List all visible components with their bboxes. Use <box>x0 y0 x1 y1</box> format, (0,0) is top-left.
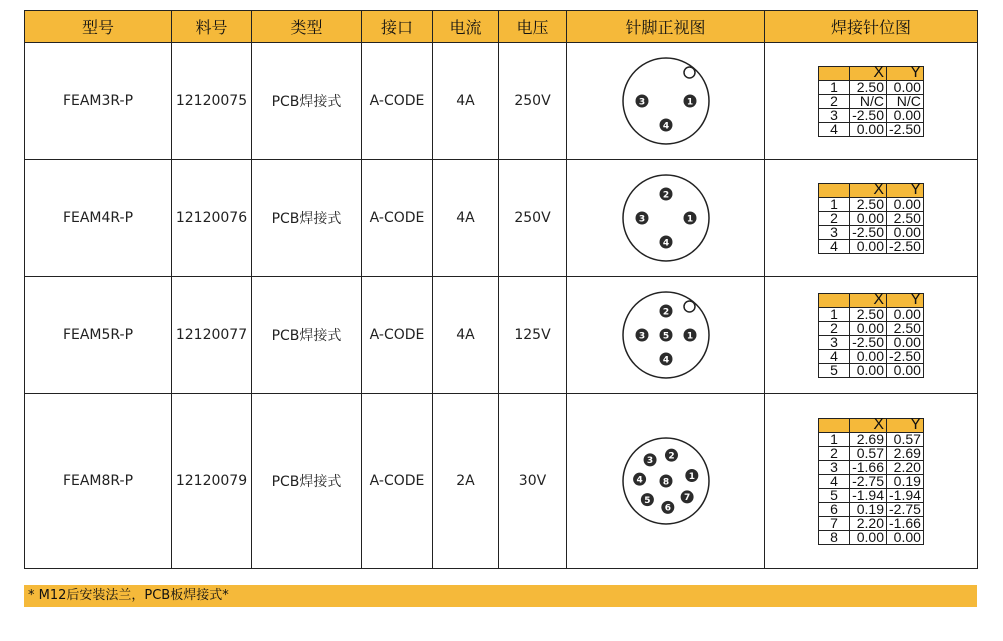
coord-index: 1 <box>819 80 850 94</box>
cell-part-no: 12120079 <box>172 394 252 569</box>
cell-type: PCB焊接式 <box>252 160 362 277</box>
cell-interface: A-CODE <box>362 394 433 569</box>
coord-x: 2.69 <box>850 432 887 446</box>
cell-coord-table <box>765 394 978 569</box>
coord-index: 7 <box>819 516 850 530</box>
coord-wrap <box>765 394 977 568</box>
coord-row <box>819 530 924 544</box>
coord-index: 1 <box>819 307 850 321</box>
pin-label: 7 <box>683 493 690 504</box>
coord-index: 3 <box>819 108 850 122</box>
coord-wrap <box>765 43 977 159</box>
coord-index: 4 <box>819 122 850 136</box>
table-row <box>25 394 978 569</box>
pin-label: 3 <box>638 331 645 342</box>
coord-index: 3 <box>819 460 850 474</box>
header-solder-pin-map: 焊接针位图 <box>765 11 978 43</box>
coord-x: 0.19 <box>850 502 887 516</box>
coord-x: N/C <box>850 94 887 108</box>
coord-y: -1.66 <box>887 516 924 530</box>
coord-x: 0.00 <box>850 349 887 363</box>
coord-index: 3 <box>819 225 850 239</box>
pin-label: 1 <box>688 471 695 482</box>
coord-header-y: Y <box>887 66 924 80</box>
coord-row <box>819 239 924 253</box>
coord-header-index <box>819 183 850 197</box>
coord-header-index <box>819 418 850 432</box>
coord-row <box>819 197 924 211</box>
cell-type: PCB焊接式 <box>252 394 362 569</box>
coord-index: 2 <box>819 211 850 225</box>
coord-header-x: X <box>850 66 887 80</box>
coord-header-x: X <box>850 293 887 307</box>
coord-row <box>819 122 924 136</box>
table-row <box>25 160 978 277</box>
pin-label: 1 <box>686 214 693 225</box>
pin-label: 2 <box>662 307 669 318</box>
coord-x: 0.00 <box>850 122 887 136</box>
cell-current: 2A <box>433 394 499 569</box>
header-part-no: 料号 <box>172 11 252 43</box>
coord-row <box>819 211 924 225</box>
coord-y: 0.00 <box>887 363 924 377</box>
coord-x: 0.00 <box>850 530 887 544</box>
table-row <box>25 43 978 160</box>
coord-index: 2 <box>819 321 850 335</box>
coord-x: 2.20 <box>850 516 887 530</box>
header-current: 电流 <box>433 11 499 43</box>
header-interface: 接口 <box>362 11 433 43</box>
pin-label: 5 <box>662 331 669 342</box>
coord-index: 8 <box>819 530 850 544</box>
coord-row <box>819 488 924 502</box>
cell-voltage: 30V <box>499 394 567 569</box>
coord-row <box>819 349 924 363</box>
coord-y: 0.00 <box>887 197 924 211</box>
coord-index: 1 <box>819 197 850 211</box>
pin-label: 3 <box>638 97 645 108</box>
coord-index: 1 <box>819 432 850 446</box>
header-type: 类型 <box>252 11 362 43</box>
cell-pin-diagram <box>567 43 765 160</box>
cell-voltage: 250V <box>499 43 567 160</box>
coord-x: -2.50 <box>850 225 887 239</box>
cell-coord-table <box>765 160 978 277</box>
pin-group <box>635 188 696 249</box>
coord-row <box>819 516 924 530</box>
pin-label: 2 <box>667 451 675 462</box>
coord-y: 2.50 <box>887 321 924 335</box>
cell-pin-diagram <box>567 394 765 569</box>
coord-header-x: X <box>850 183 887 197</box>
coord-header-row <box>819 66 924 80</box>
pin-group <box>633 449 698 514</box>
coord-index: 4 <box>819 474 850 488</box>
coord-header-row <box>819 293 924 307</box>
coord-y: 2.50 <box>887 211 924 225</box>
connector-spec-table <box>24 10 978 569</box>
coord-index: 3 <box>819 335 850 349</box>
coord-index: 6 <box>819 502 850 516</box>
header-voltage: 电压 <box>499 11 567 43</box>
coord-x: -2.50 <box>850 335 887 349</box>
coord-row <box>819 307 924 321</box>
pin-label: 8 <box>662 477 669 488</box>
coord-row <box>819 474 924 488</box>
coord-x: 2.50 <box>850 307 887 321</box>
coord-x: -2.75 <box>850 474 887 488</box>
header-pin-front-view: 针脚正视图 <box>567 11 765 43</box>
pin-label: 6 <box>664 503 671 514</box>
pin-label: 4 <box>662 355 669 366</box>
coord-y: 2.69 <box>887 446 924 460</box>
cell-type: PCB焊接式 <box>252 43 362 160</box>
coord-index: 5 <box>819 488 850 502</box>
pin-label: 4 <box>635 475 643 486</box>
coord-header-x: X <box>850 418 887 432</box>
pin-coordinate-table <box>818 293 924 378</box>
coord-y: 0.00 <box>887 530 924 544</box>
header-model: 型号 <box>25 11 172 43</box>
keying-notch <box>684 67 695 78</box>
pin-diagram <box>616 168 716 268</box>
coord-x: 2.50 <box>850 80 887 94</box>
coord-x: 0.57 <box>850 446 887 460</box>
coord-y: -2.50 <box>887 349 924 363</box>
coord-y: -2.75 <box>887 502 924 516</box>
coord-header-row <box>819 183 924 197</box>
pin-diagram <box>616 51 716 151</box>
coord-x: 0.00 <box>850 239 887 253</box>
pin-coordinate-table <box>818 66 924 137</box>
coord-x: 0.00 <box>850 211 887 225</box>
cell-voltage: 250V <box>499 160 567 277</box>
pin-label: 1 <box>686 97 693 108</box>
pin-label: 3 <box>646 456 653 467</box>
coord-y: 0.19 <box>887 474 924 488</box>
coord-header-y: Y <box>887 293 924 307</box>
coord-y: 0.00 <box>887 225 924 239</box>
pin-label: 1 <box>686 331 693 342</box>
pin-label: 5 <box>643 495 651 506</box>
coord-row <box>819 108 924 122</box>
coord-y: 0.00 <box>887 307 924 321</box>
cell-part-no: 12120076 <box>172 160 252 277</box>
pin-coordinate-table <box>818 183 924 254</box>
coord-x: -2.50 <box>850 108 887 122</box>
coord-row <box>819 80 924 94</box>
coord-x: -1.94 <box>850 488 887 502</box>
cell-pin-diagram <box>567 160 765 277</box>
coord-row <box>819 460 924 474</box>
header-row <box>25 11 978 43</box>
coord-y: 0.00 <box>887 108 924 122</box>
coord-row <box>819 335 924 349</box>
cell-current: 4A <box>433 43 499 160</box>
pin-label: 4 <box>662 121 669 132</box>
pin-group <box>635 95 696 132</box>
coord-index: 4 <box>819 239 850 253</box>
cell-model: FEAM5R-P <box>25 277 172 394</box>
pin-diagram <box>616 285 716 385</box>
coord-y: 0.00 <box>887 80 924 94</box>
coord-row <box>819 225 924 239</box>
coord-y: -2.50 <box>887 239 924 253</box>
pin-coordinate-table <box>818 418 924 545</box>
coord-index: 4 <box>819 349 850 363</box>
pin-label: 3 <box>638 214 645 225</box>
table-row <box>25 277 978 394</box>
pin-diagram <box>616 431 716 531</box>
coord-x: 0.00 <box>850 363 887 377</box>
pin-label: 2 <box>662 190 669 201</box>
cell-coord-table <box>765 43 978 160</box>
coord-row <box>819 502 924 516</box>
cell-current: 4A <box>433 160 499 277</box>
cell-coord-table <box>765 277 978 394</box>
coord-row <box>819 446 924 460</box>
coord-y: -1.94 <box>887 488 924 502</box>
coord-header-row <box>819 418 924 432</box>
cell-interface: A-CODE <box>362 160 433 277</box>
coord-x: 0.00 <box>850 321 887 335</box>
coord-wrap <box>765 277 977 393</box>
coord-x: -1.66 <box>850 460 887 474</box>
coord-row <box>819 363 924 377</box>
cell-part-no: 12120077 <box>172 277 252 394</box>
coord-index: 2 <box>819 94 850 108</box>
coord-index: 2 <box>819 446 850 460</box>
coord-header-index <box>819 66 850 80</box>
cell-model: FEAM8R-P <box>25 394 172 569</box>
cell-voltage: 125V <box>499 277 567 394</box>
coord-header-index <box>819 293 850 307</box>
coord-header-y: Y <box>887 183 924 197</box>
coord-row <box>819 432 924 446</box>
coord-row <box>819 94 924 108</box>
footnote-bar: * M12后安装法兰，PCB板焊接式* <box>24 585 977 607</box>
coord-y: 2.20 <box>887 460 924 474</box>
cell-part-no: 12120075 <box>172 43 252 160</box>
cell-type: PCB焊接式 <box>252 277 362 394</box>
pin-label: 4 <box>662 238 669 249</box>
coord-y: 0.57 <box>887 432 924 446</box>
cell-pin-diagram <box>567 277 765 394</box>
cell-model: FEAM3R-P <box>25 43 172 160</box>
cell-interface: A-CODE <box>362 277 433 394</box>
keying-notch <box>684 301 695 312</box>
coord-y: -2.50 <box>887 122 924 136</box>
coord-y: 0.00 <box>887 335 924 349</box>
coord-header-y: Y <box>887 418 924 432</box>
cell-model: FEAM4R-P <box>25 160 172 277</box>
coord-x: 2.50 <box>850 197 887 211</box>
coord-index: 5 <box>819 363 850 377</box>
cell-current: 4A <box>433 277 499 394</box>
coord-wrap <box>765 160 977 276</box>
cell-interface: A-CODE <box>362 43 433 160</box>
coord-row <box>819 321 924 335</box>
coord-y: N/C <box>887 94 924 108</box>
pin-group <box>635 305 696 366</box>
